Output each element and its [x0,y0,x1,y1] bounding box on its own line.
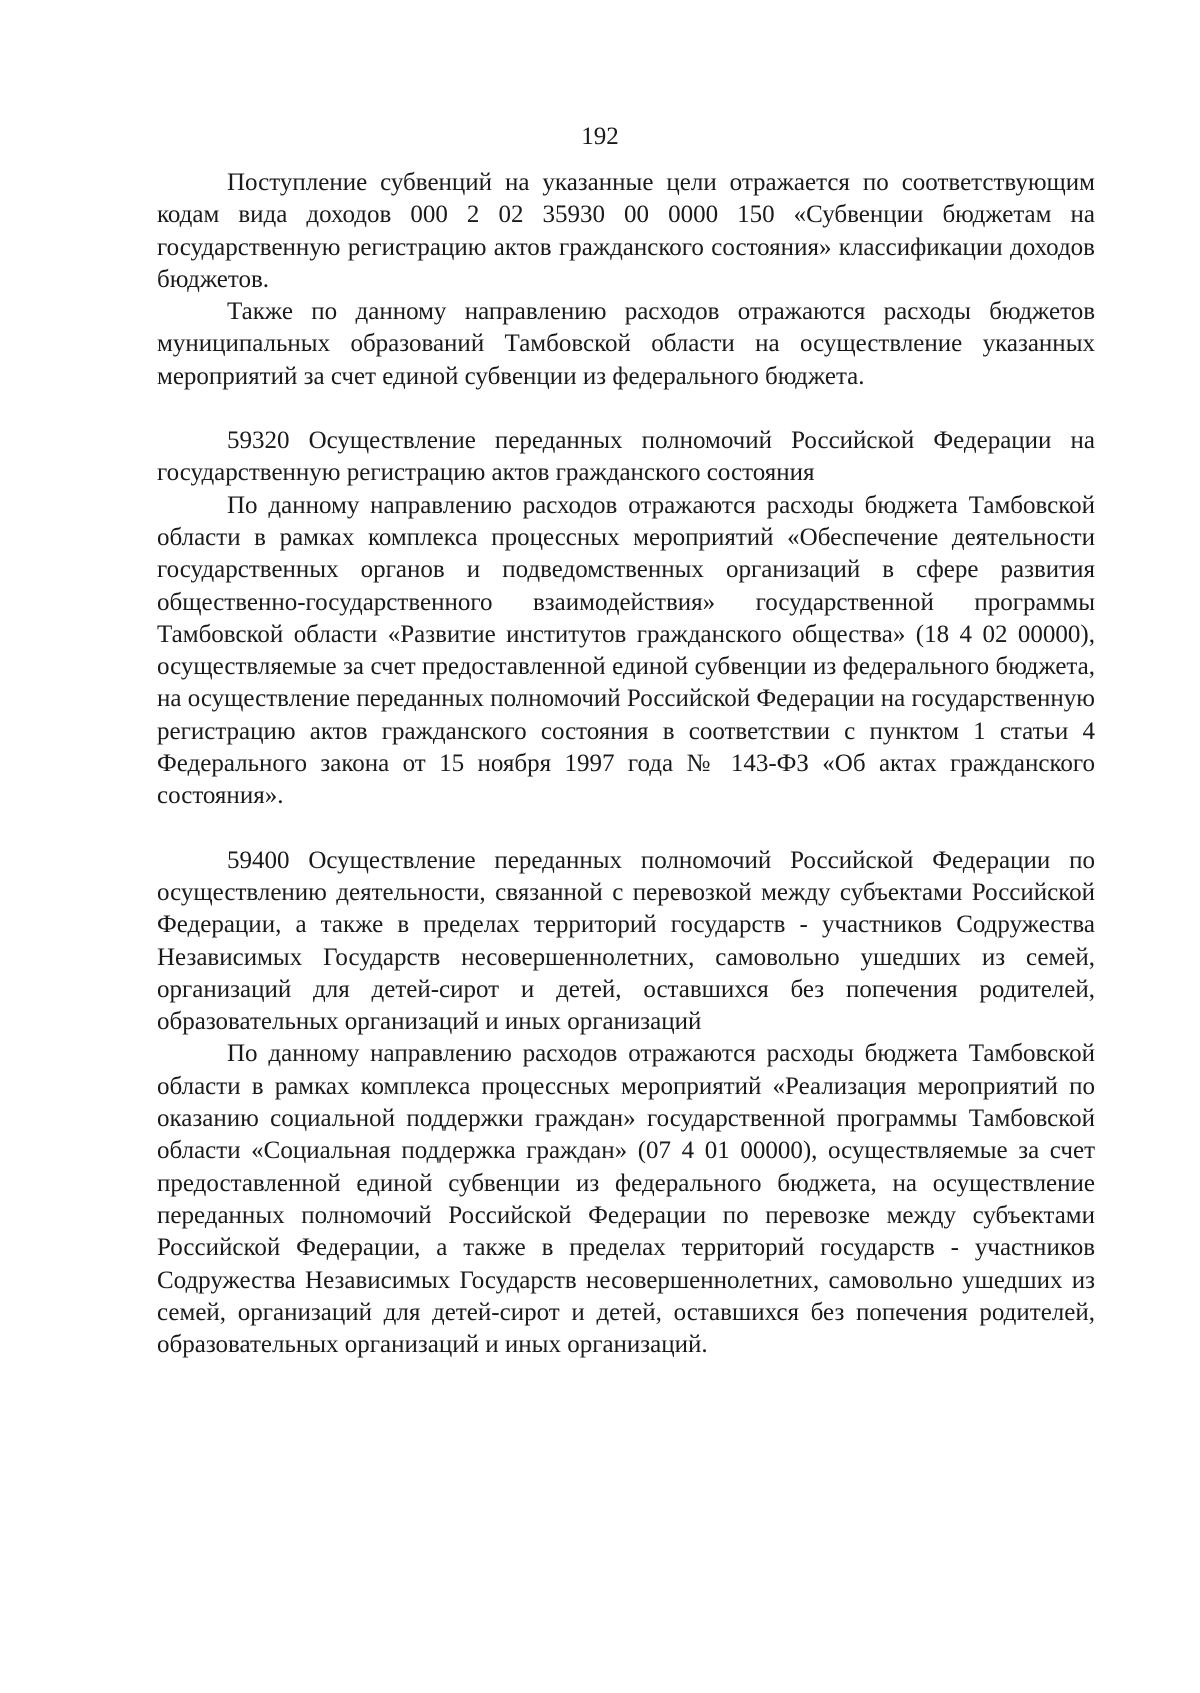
section-heading-59400: 59400 Осуществление переданных полномочий Российской Федерации по осуществлению деятельности, связанной с перевозкой между субъектами Российской Федерации, а также в пределах территорий государств - участников Содружества Независимых Государств несовершеннолетних, самовольно ушедших из семей, организаций для детей-сирот и детей, оставшихся без попечения родителей, образовательных организаций и иных организаций [157,846,1095,1036]
section-heading-59320: 59320 Осуществление переданных полномочий Российской Федерации на государственную регистрацию актов гражданского состояния [157,427,1095,487]
page-number: 192 [581,123,619,150]
document-body [157,167,1095,1361]
paragraph-59400-description: По данному направлению расходов отражаются расходы бюджета Тамбовской области в рамках комплекса процессных мероприятий «Реализация мероприятий по оказанию социальной поддержки граждан» государственной программы Тамбовской области «Социальная поддержка граждан» (07 4 01 00000), осуществляемые за счет предоставленной единой субвенции из федерального бюджета, на осуществление переданных полномочий Российской Федерации по перевозке между субъектами Российской Федерации, а также в пределах территорий государств - участников Содружества Независимых Государств несовершеннолетних, самовольно ушедших из семей, организаций для детей-сирот и детей, оставшихся без попечения родителей, образовательных организаций и иных организаций. [157,1040,1095,1359]
paragraph-subvention-receipt: Поступление субвенций на указанные цели отражается по соответствующим кодам вида доходов 000 2 02 35930 00 0000 150 «Субвенции бюджетам на государственную регистрацию актов гражданского состояния» классификации доходов бюджетов. [157,169,1095,293]
paragraph-59320-description: По данному направлению расходов отражаются расходы бюджета Тамбовской области в рамках комплекса процессных мероприятий «Обеспечение деятельности государственных органов и подведомственных организаций в сфере развития общественно-государственного взаимодействия» государственной программы Тамбовской области «Развитие институтов гражданского общества» (18 4 02 00000), осуществляемые за счет предоставленной единой субвенции из федерального бюджета, на осуществление переданных полномочий Российской Федерации на государственную регистрацию актов гражданского состояния в соответствии с пунктом 1 статьи 4 Федерального закона от 15 ноября 1997 года № 143-ФЗ «Об актах гражданского состояния». [157,491,1095,810]
paragraph-municipal-expenses: Также по данному направлению расходов отражаются расходы бюджетов муниципальных образований Тамбовской области на осуществление указанных мероприятий за счет единой субвенции из федерального бюджета. [157,298,1095,390]
